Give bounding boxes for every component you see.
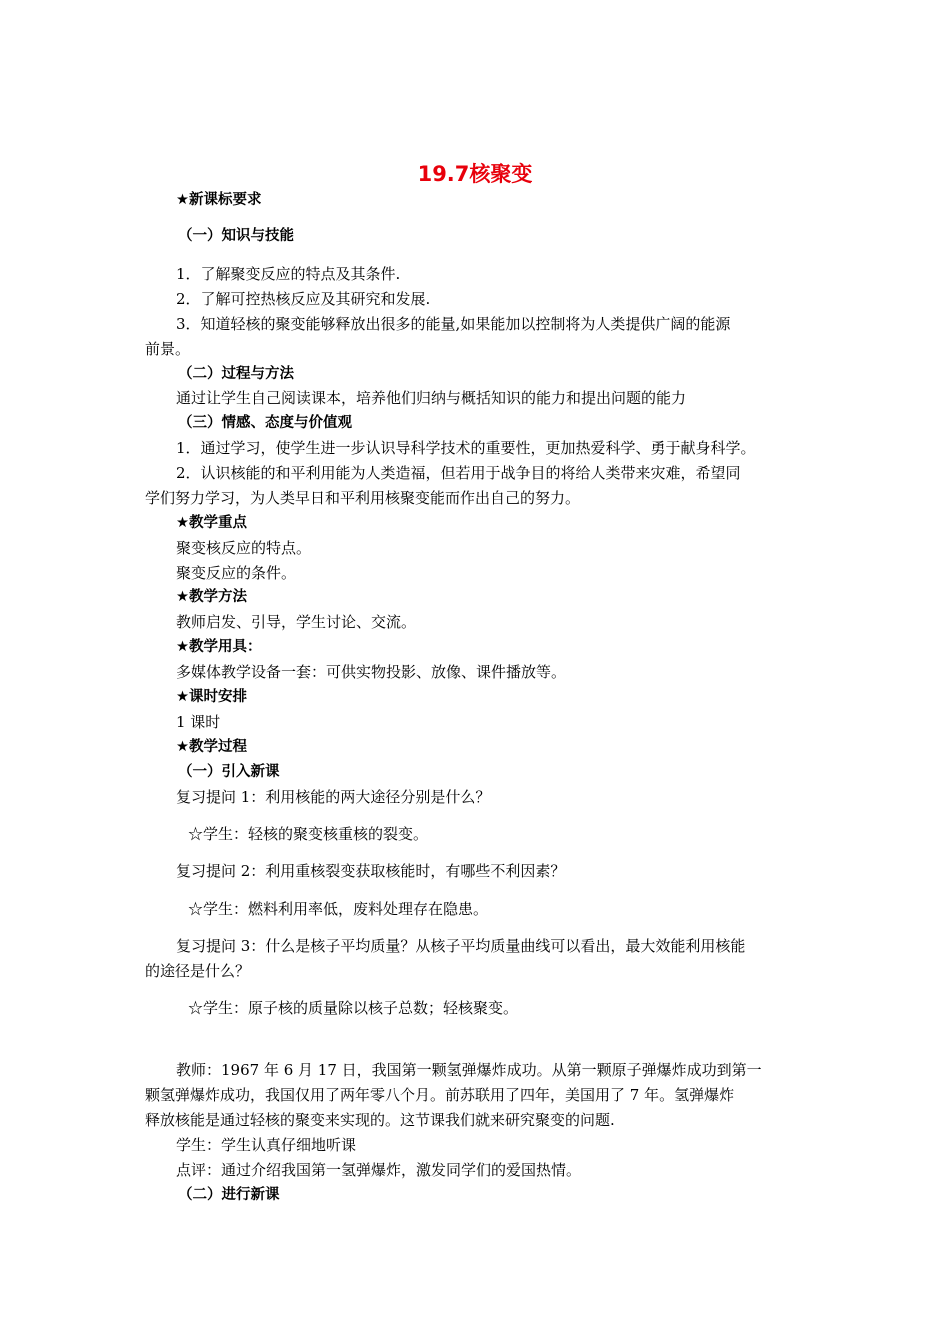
review-question-3-cont: 的途径是什么？: [145, 962, 251, 980]
teacher-paragraph-line-2: 颗氢弹爆炸成功，我国仅用了两年零八个月。前苏联用了四年，美国用了 7 年。氢弹爆炸: [145, 1086, 735, 1104]
process-text: 通过让学生自己阅读课本，培养他们归纳与概括知识的能力和提出问题的能力: [176, 389, 687, 407]
subheading-knowledge: （一）知识与技能: [178, 228, 294, 244]
focus-item-1: 聚变核反应的特点。: [176, 539, 312, 557]
heading-process: ★教学过程: [176, 739, 247, 755]
heading-standards: ★新课标要求: [176, 192, 262, 208]
tools-text: 多媒体教学设备一套：可供实物投影、放像、课件播放等。: [176, 663, 567, 681]
student-answer-2: ☆学生：燃料利用率低，废料处理存在隐患。: [188, 900, 489, 918]
review-question-2: 复习提问 2：利用重核裂变获取核能时，有哪些不利因素？: [176, 862, 566, 880]
knowledge-item-3-cont: 前景。: [145, 340, 191, 358]
focus-item-2: 聚变反应的条件。: [176, 564, 297, 582]
knowledge-item-3: 3．知道轻核的聚变能够释放出很多的能量,如果能加以控制将为人类提供广阔的能源: [176, 315, 731, 333]
student-answer-1: ☆学生：轻核的聚变核重核的裂变。: [188, 825, 429, 843]
emotion-item-2-cont: 学们努力学习，为人类早日和平利用核聚变能而作出自己的努力。: [145, 489, 581, 507]
emotion-item-2: 2．认识核能的和平利用能为人类造福，但若用于战争目的将给人类带来灾难，希望同: [176, 464, 741, 482]
heading-focus: ★教学重点: [176, 515, 247, 531]
heading-tools: ★教学用具：: [176, 639, 262, 655]
subheading-process: （二）过程与方法: [178, 366, 294, 382]
comment-line: 点评：通过介绍我国第一氢弹爆炸，激发同学们的爱国热情。: [176, 1161, 582, 1179]
heading-schedule: ★课时安排: [176, 689, 247, 705]
page-title: 19.7核聚变: [417, 162, 533, 186]
subheading-intro: （一）引入新课: [178, 764, 280, 780]
review-question-3: 复习提问 3：什么是核子平均质量？从核子平均质量曲线可以看出，最大效能利用核能: [176, 937, 746, 955]
subheading-emotion: （三）情感、态度与价值观: [178, 415, 352, 431]
student-line: 学生：学生认真仔细地听课: [176, 1136, 357, 1154]
student-answer-3: ☆学生：原子核的质量除以核子总数；轻核聚变。: [188, 999, 519, 1017]
knowledge-item-2: 2．了解可控热核反应及其研究和发展.: [176, 290, 431, 308]
heading-method: ★教学方法: [176, 589, 247, 605]
schedule-text: 1 课时: [176, 713, 221, 731]
emotion-item-1: 1．通过学习，使学生进一步认识导科学技术的重要性，更加热爱科学、勇于献身科学。: [176, 439, 756, 457]
teacher-paragraph-line-1: 教师：1967 年 6 月 17 日，我国第一颗氢弹爆炸成功。从第一颗原子弹爆炸成功到第一: [176, 1061, 762, 1079]
subheading-new-lesson: （二）进行新课: [178, 1187, 280, 1203]
teacher-paragraph-line-3: 释放核能是通过轻核的聚变来实现的。这节课我们就来研究聚变的问题.: [145, 1111, 615, 1129]
method-text: 教师启发、引导，学生讨论、交流。: [176, 613, 417, 631]
knowledge-item-1: 1．了解聚变反应的特点及其条件.: [176, 265, 401, 283]
review-question-1: 复习提问 1：利用核能的两大途径分别是什么？: [176, 788, 491, 806]
